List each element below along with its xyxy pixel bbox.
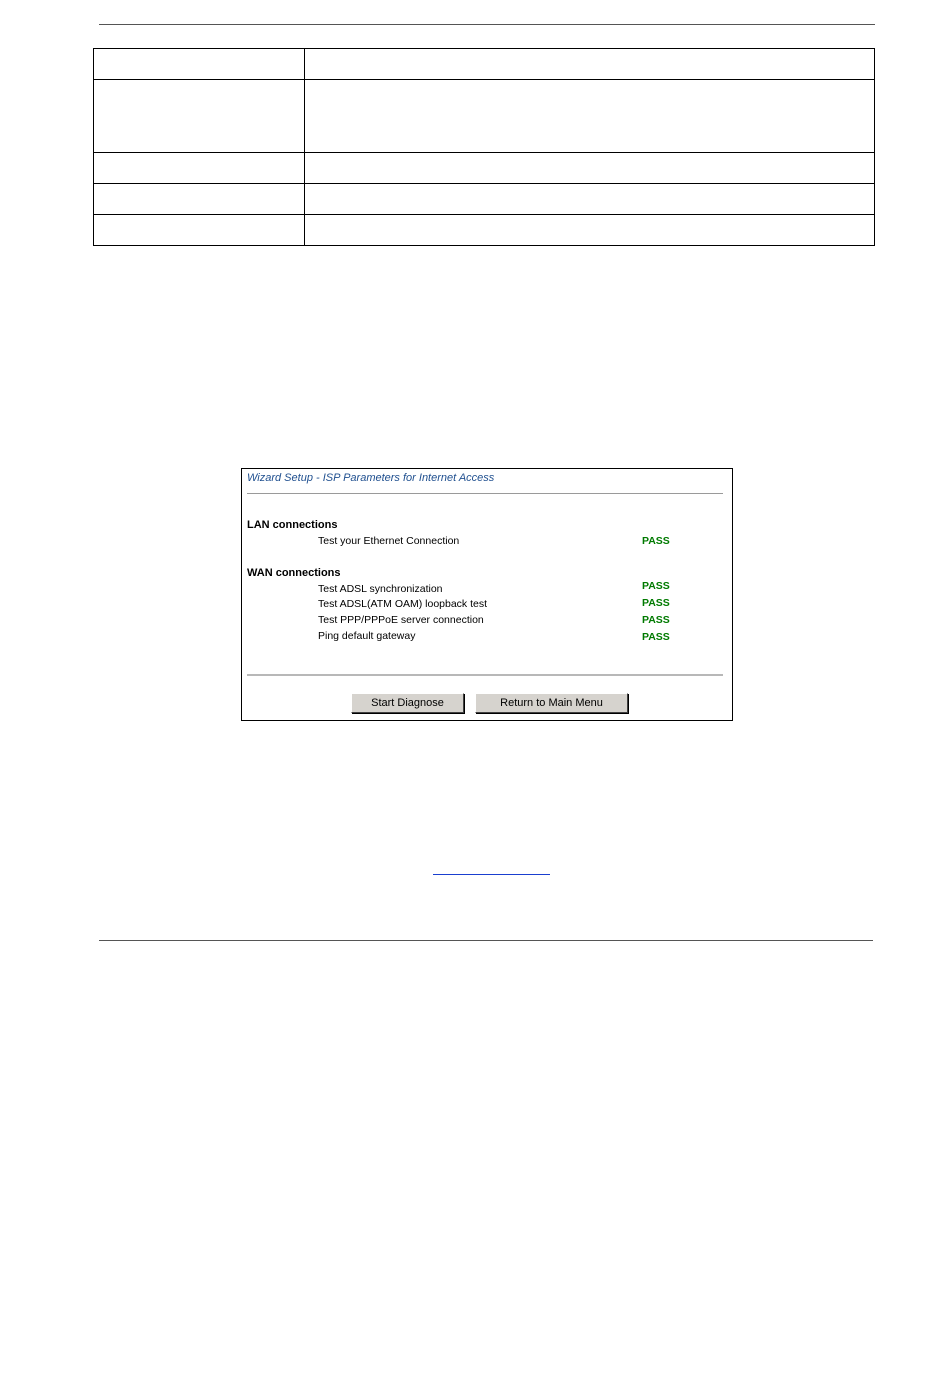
table-row — [94, 80, 875, 153]
table-cell — [305, 184, 875, 215]
table-cell — [305, 215, 875, 246]
table-cell — [305, 153, 875, 184]
test-result-pass: PASS — [642, 631, 670, 643]
table-cell — [305, 49, 875, 80]
table-row — [94, 215, 875, 246]
start-diagnose-button[interactable]: Start Diagnose — [351, 693, 464, 713]
panel-title: Wizard Setup - ISP Parameters for Internet Access — [247, 472, 495, 484]
footer-divider — [247, 674, 723, 676]
test-label: Test PPP/PPPoE server connection — [318, 614, 484, 626]
test-result-pass: PASS — [642, 580, 670, 592]
test-result-pass: PASS — [642, 597, 670, 609]
table-cell — [305, 80, 875, 153]
diagnostic-panel — [241, 468, 733, 721]
parameter-table — [93, 48, 875, 246]
table-row — [94, 153, 875, 184]
hyperlink-underline[interactable] — [433, 874, 550, 875]
table-cell — [94, 215, 305, 246]
table-cell — [94, 153, 305, 184]
wan-section-heading: WAN connections — [247, 567, 341, 579]
return-to-main-menu-button[interactable]: Return to Main Menu — [475, 693, 628, 713]
page-footer-rule — [99, 940, 873, 941]
table-cell — [94, 49, 305, 80]
test-label: Test your Ethernet Connection — [318, 535, 460, 547]
test-label: Test ADSL(ATM OAM) loopback test — [318, 598, 488, 610]
table-cell — [94, 80, 305, 153]
test-result-pass: PASS — [642, 614, 670, 626]
test-label: Ping default gateway — [318, 630, 416, 642]
test-label: Test ADSL synchronization — [318, 583, 443, 595]
test-result-pass: PASS — [642, 535, 670, 547]
page-header-rule — [99, 24, 875, 25]
table-cell — [94, 184, 305, 215]
title-divider — [247, 493, 723, 494]
table-row — [94, 184, 875, 215]
table-row — [94, 49, 875, 80]
lan-section-heading: LAN connections — [247, 519, 338, 531]
